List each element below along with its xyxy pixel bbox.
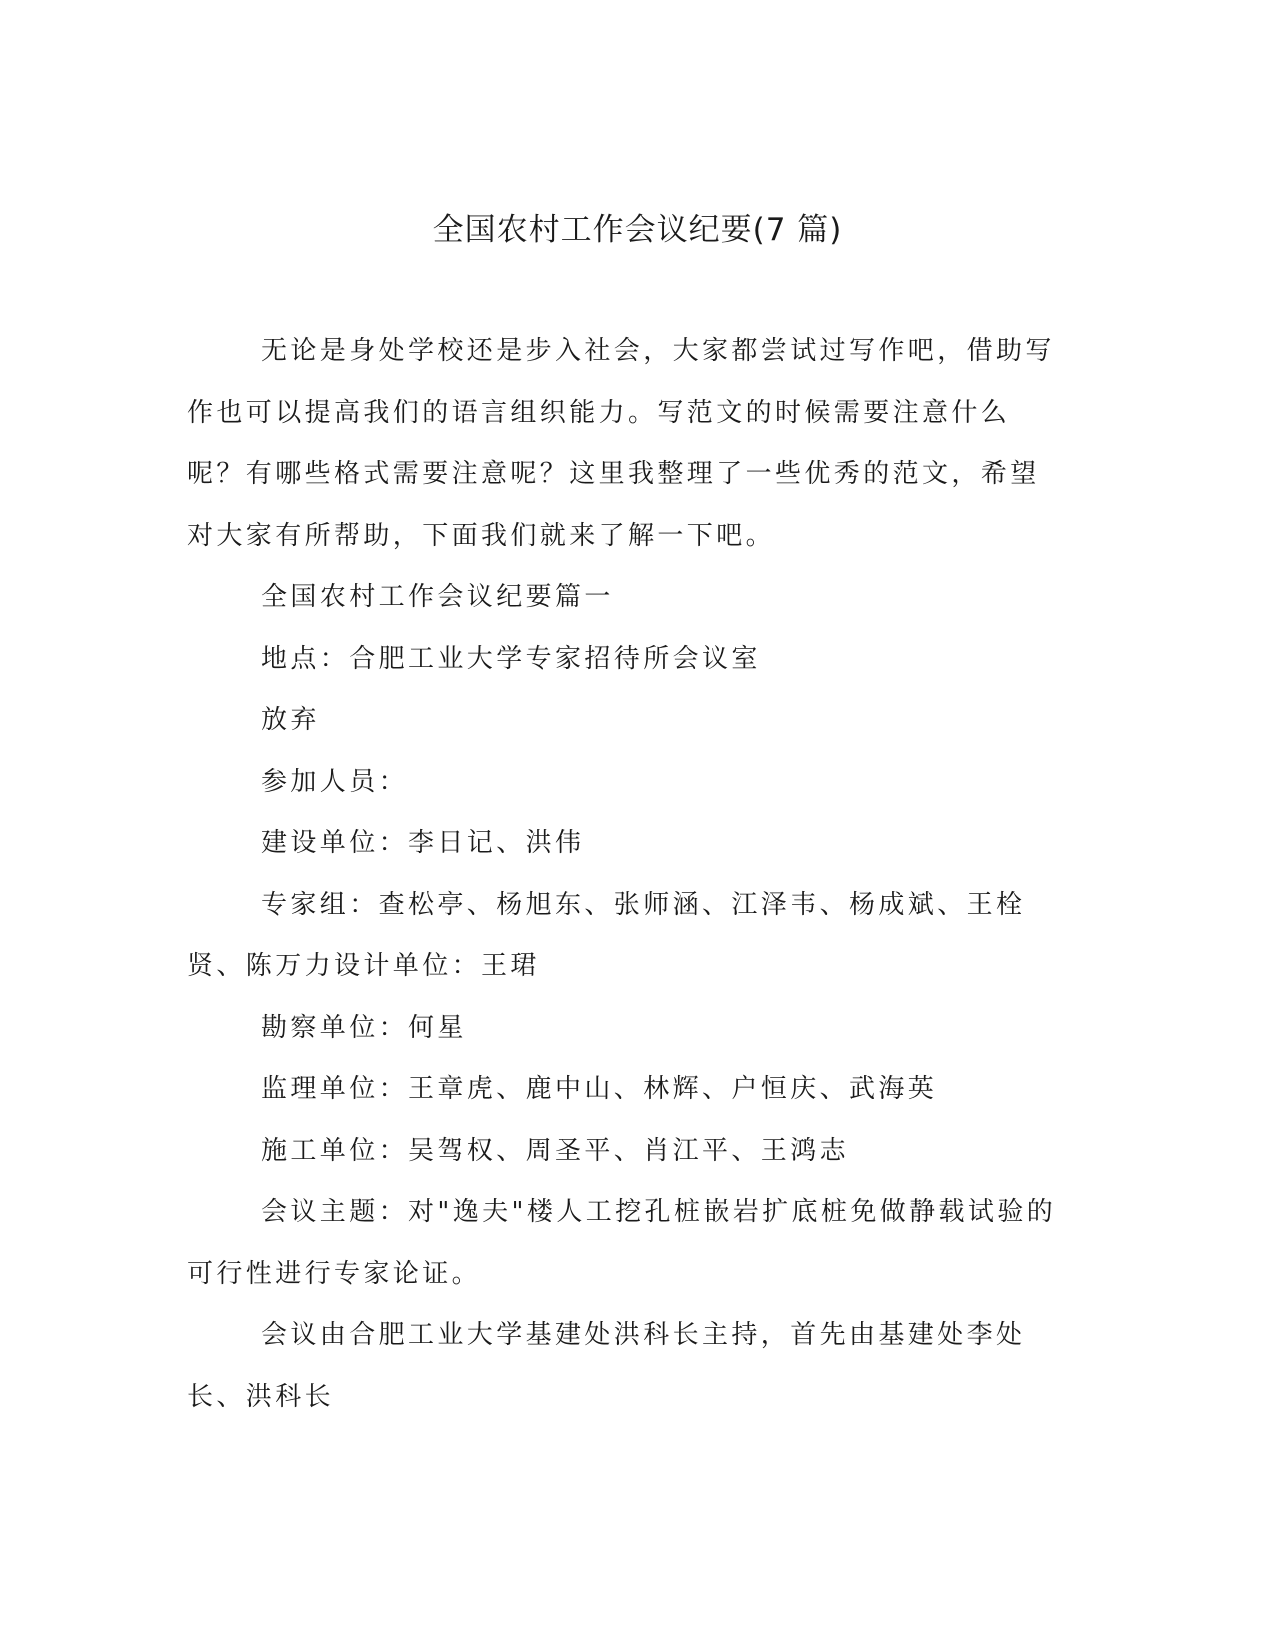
attendees-label: 参加人员： [261,766,409,797]
intro-paragraph: 无论是身处学校还是步入社会，大家都尝试过写作吧，借助写作也可以提高我们的语言组织能力。写范文的时候需要注意什么呢？有哪些格式需要注意呢？这里我整理了一些优秀的范文，希望对大家有所帮助，下面我们就来了解一下吧。 [187,336,1055,551]
attendees-supervision-unit: 监理单位：王章虎、鹿中山、林辉、户恒庆、武海英 [261,1074,938,1104]
attendees-expert-group: 专家组：查松亭、杨旭东、张师涵、江泽韦、杨成斌、王栓贤、陈万力设计单位：王珺 [187,889,1026,981]
section-heading: 全国农村工作会议纪要篇一 [261,582,614,612]
document-body [187,321,1067,1428]
meeting-location: 地点：合肥工业大学专家招待所会议室 [261,643,761,674]
meeting-proceedings: 会议由合肥工业大学基建处洪科长主持，首先由基建处李处长、洪科长 [187,1320,1026,1412]
attendees-survey-unit: 勘察单位：何星 [261,1012,467,1043]
paragraph-text: 放弃 [261,705,320,735]
document-title: 全国农村工作会议纪要(7 篇) [432,212,843,248]
attendees-construction-unit: 建设单位：李日记、洪伟 [261,828,585,858]
attendees-contractor-unit: 施工单位：吴驾权、周圣平、肖江平、王鸿志 [261,1135,850,1166]
meeting-topic: 会议主题：对"逸夫"楼人工挖孔桩嵌岩扩底桩免做静载试验的可行性进行专家论证。 [187,1197,1057,1289]
